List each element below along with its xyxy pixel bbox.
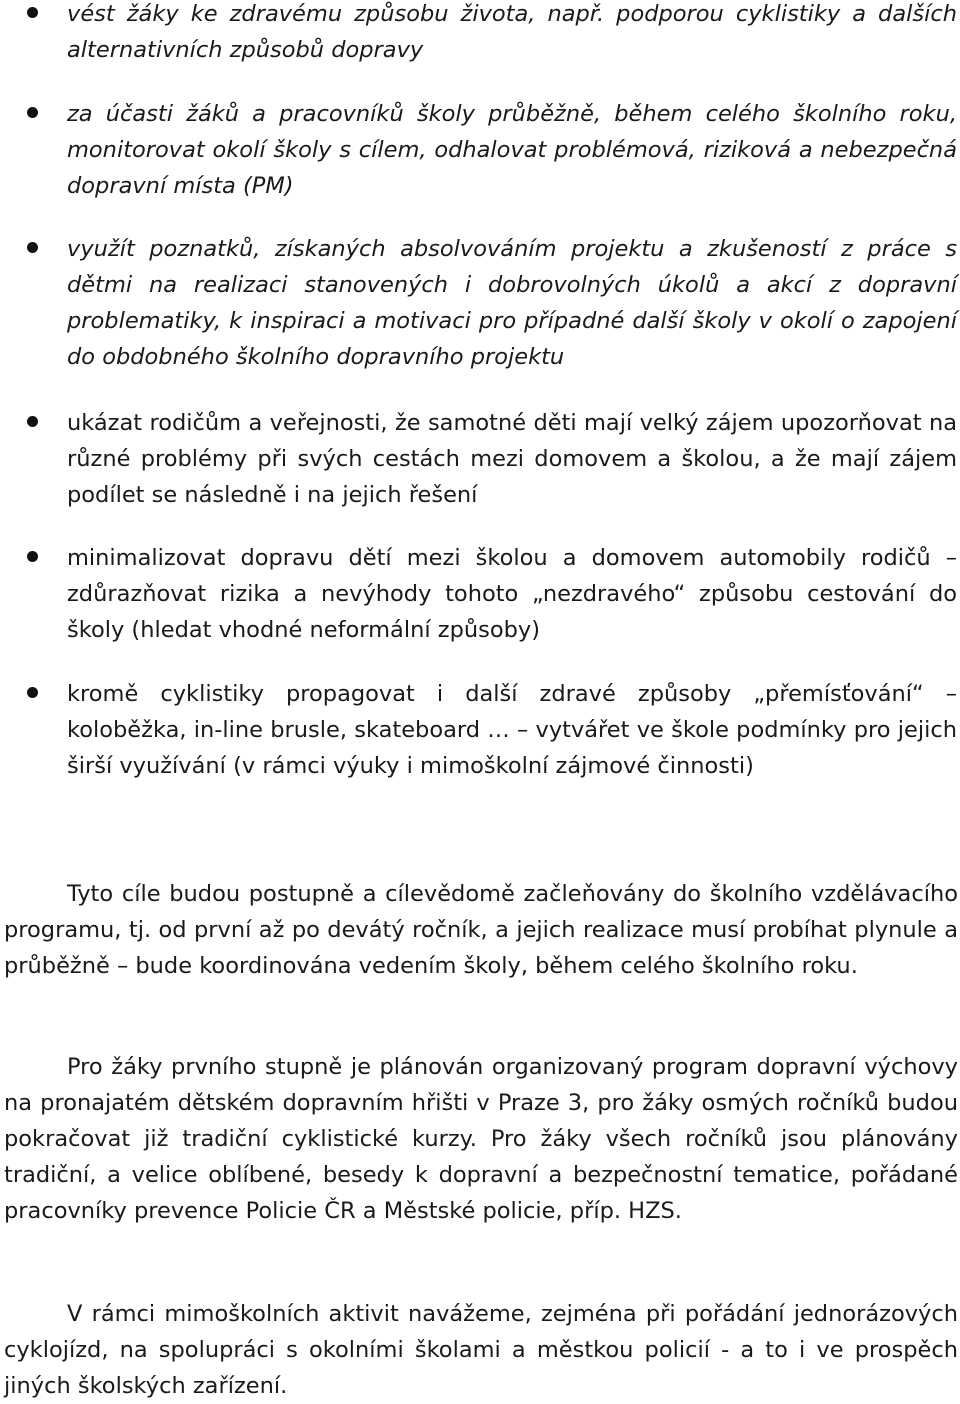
goal-list-item	[67, 231, 957, 375]
goal-text: využít poznatků, získaných absolvováním projektu a zkušeností z práce s dětmi na realizaci stanovených i dobrovolných úkolů a akcí z dopravní problematiky, k inspiraci a motivaci pro případné další školy v okolí o zapojení do obdobného školního dopravního projektu	[67, 236, 957, 370]
goal-text: za účasti žáků a pracovníků školy průběžně, během celého školního roku, monitorovat okolí školy s cílem, odhalovat problémová, riziková a nebezpečná dopravní místa (PM)	[67, 101, 957, 199]
goal-text: minimalizovat dopravu dětí mezi školou a domovem automobily rodičů – zdůrazňovat rizika a nevýhody tohoto „nezdravého“ způsobu cestování do školy (hledat vhodné neformální způsoby)	[67, 545, 957, 643]
bullet-dot	[27, 416, 38, 427]
bullet-dot	[27, 7, 38, 18]
bullet-dot	[27, 107, 38, 118]
body-paragraph: V rámci mimoškolních aktivit navážeme, zejména při pořádání jednorázových cyklojízd, na spolupráci s okolními školami a městkou policií - a to i ve prospěch jiných školských zařízení.	[4, 1301, 958, 1399]
bullet-dot	[27, 687, 38, 698]
goal-list-item	[67, 405, 957, 513]
goal-list-item	[67, 676, 957, 784]
goal-text: kromě cyklistiky propagovat i další zdravé způsoby „přemísťování“ – koloběžka, in-line brusle, skateboard … – vytvářet ve škole podmínky pro jejich širší využívání (v rámci výuky i mimoškolní zájmové činnosti)	[67, 681, 957, 779]
goal-list-item	[67, 96, 957, 204]
goal-text: ukázat rodičům a veřejnosti, že samotné děti mají velký zájem upozorňovat na různé problémy při svých cestách mezi domovem a školou, a že mají zájem podílet se následně i na jejich řešení	[67, 410, 957, 508]
goal-list-item	[67, 0, 957, 68]
bullet-dot	[27, 551, 38, 562]
goal-list-item	[67, 540, 957, 648]
body-paragraph: Pro žáky prvního stupně je plánován organizovaný program dopravní výchovy na pronajatém dětském dopravním hřišti v Praze 3, pro žáky osmých ročníků budou pokračovat již tradiční cyklistické kurzy. Pro žáky všech ročníků jsou plánovány tradiční, a velice oblíbené, besedy k dopravní a bezpečnostní tematice, pořádané pracovníky prevence Policie ČR a Městské policie, příp. HZS.	[4, 1054, 958, 1224]
goal-text: vést žáky ke zdravému způsobu života, např. podporou cyklistiky a dalších alternativních způsobů dopravy	[67, 1, 957, 63]
bullet-dot	[27, 242, 38, 253]
body-paragraph: Tyto cíle budou postupně a cílevědomě začleňovány do školního vzdělávacího programu, tj. od první až po devátý ročník, a jejich realizace musí probíhat plynule a průběžně – bude koordinována vedením školy, během celého školního roku.	[4, 881, 958, 979]
